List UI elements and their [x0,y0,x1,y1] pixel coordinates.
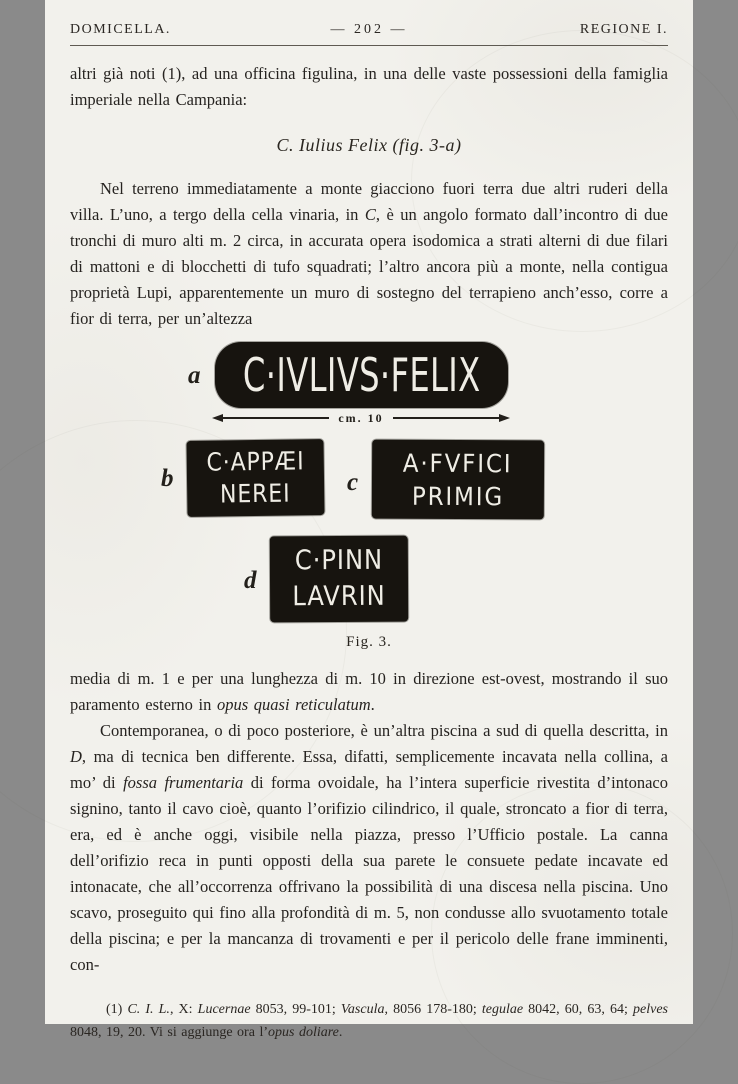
text-run: Contemporanea, o di poco posteriore, è un’altra piscina a sud di quella descritta, in [100,721,668,740]
paragraph-ruins [70,176,668,332]
text-run: . [338,1025,343,1040]
scanned-book-page [45,0,693,1040]
stamp-b-label: b [161,465,174,492]
stamp-a-text: C·IVLIVS·FELIX [242,348,481,402]
text-run: media di m. 1 e per una lunghezza di m. 10 in direzione est-ovest, mostrando il suo paramento esterno in [70,669,668,714]
arrow-right-icon [499,414,510,422]
italic-run: Vascula [340,1002,385,1017]
text-run: 8053, 99-101; [250,1002,341,1017]
stamp-b [186,439,324,517]
scale-line [393,417,501,419]
italic-run: opus quasi reticulatum [217,695,371,714]
italic-run: pelves [633,1002,668,1017]
stamp-a-label: a [188,362,201,389]
italic-run: opus doliare [268,1025,339,1040]
scale-line [221,417,329,419]
italic-run: C [364,205,376,224]
scale-bar [212,412,510,424]
text-run: 8048, 19, 20. Vi si aggiunge ora l’ [70,1025,268,1040]
text-run: , ma di tecnica ben differente. Essa, difatti, semplicemente incavata nella collina, a mo’ di [70,747,668,792]
stamp-a [215,342,508,408]
page-number: — 202 — [330,22,408,37]
footnote-marker: (1) [106,1002,128,1017]
scale-label: cm. 10 [338,410,384,425]
text-run: 8042, 60, 63, 64; [523,1002,633,1017]
stamp-c [372,440,544,520]
header-rule [70,45,668,46]
italic-run: D [70,747,82,766]
stamp-d [270,536,408,623]
stamp-b-text-line2: NEREI [220,478,292,509]
paragraph-wall-continued [70,666,668,718]
text-run: , X: [169,1002,198,1017]
italic-run: fossa frumentaria [123,773,244,792]
stamp-b-text-line1: C·APPÆI [206,446,305,477]
stamp-d-text-line1: C·PINN [294,544,384,577]
stamp-c-label: c [347,469,359,496]
stamp-d-label: d [244,567,257,594]
italic-run: C. I. L. [127,1002,170,1017]
stamp-d-text-line2: LAVRIN [292,580,386,613]
running-title-left: DOMICELLA. [70,22,171,37]
paragraph-intro: altri già noti (1), ad una officina figulina, in una delle vaste possessioni della famiglia imperiale nella Campania: [70,64,668,109]
paragraph-piscina [70,718,668,978]
text-run: . [370,695,375,714]
stamp-c-text-line2: PRIMIG [411,481,505,511]
figure-caption: Fig. 3. [346,634,392,650]
stamp-c-text-line1: A·FVFICI [403,448,513,478]
text-run: , 8056 178-180; [384,1002,482,1017]
italic-run: Lucernae [197,1002,251,1017]
page-header [70,22,668,38]
footnote [70,998,668,1044]
text-run: di forma ovoidale, ha l’intera superficie rivestita d’intonaco signino, tanto il cavo cioè, quanto l’orifizio cilindrico, il quale, stroncato a fior di terra, era, ed è anche oggi, visibile nella piazza, presso l’Ufficio postale. La canna dell’orifizio reca in punti opposti della sua parete le consuete pedate incavate ed intonacate, che all’occorrenza offrivano la possibilità di una discesa nella piscina. Uno scavo, proseguito qui fino alla profondità di m. 5, non condusse allo svuotamento totale della piscina; e per la mancanza di trovamenti e per il pericolo delle frane imminenti, con- [70,773,668,974]
running-title-right: REGIONE I. [579,22,668,37]
figure-3 [70,340,668,658]
text-run: , è un angolo formato dall’incontro di due tronchi di muro alti m. 2 circa, in accurata opera isodomica a strati alterni di due filari di mattoni e di blocchetti di tufo squadrati; l’altro ancora più a monte, nella contigua proprietà Lupi, apparentemente un muro di sostegno del terrapieno anch’esso, corre a fior di terra, per un’altezza [70,205,668,328]
text-run: Nel terreno immediatamente a monte giacciono fuori terra due altri ruderi della villa. L’uno, a tergo della cella vinaria, in [70,179,668,224]
italic-run: tegulae [481,1002,524,1017]
section-heading: C. Iulius Felix (fig. 3-a) [276,135,462,155]
